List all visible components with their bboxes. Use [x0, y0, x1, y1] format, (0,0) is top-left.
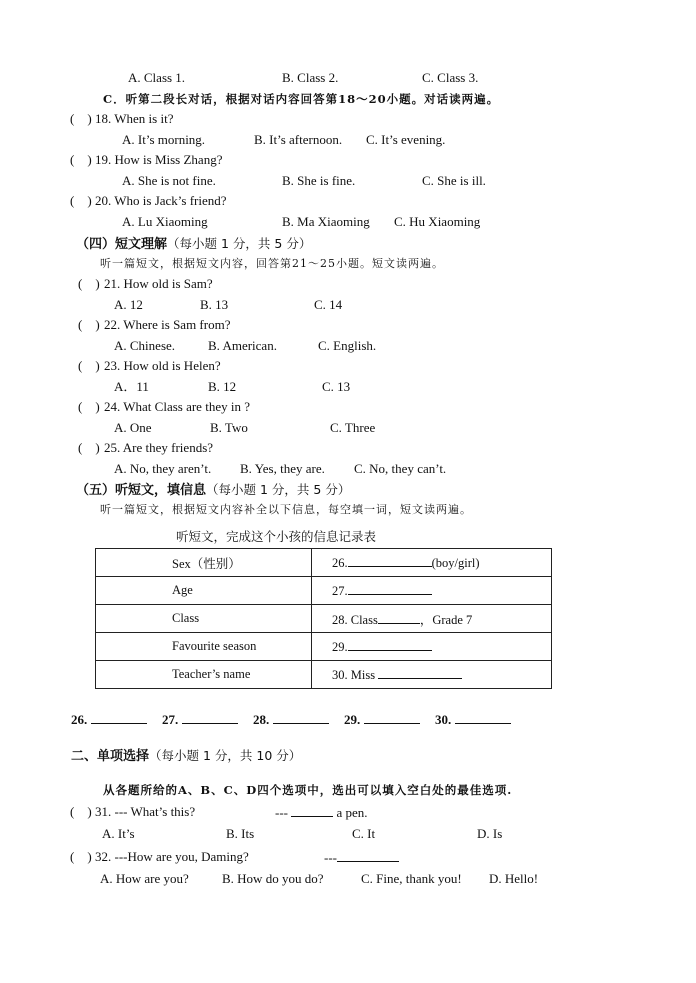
row-suffix: ，Grade 7 — [419, 612, 473, 627]
option: A. Class 1. — [128, 70, 186, 85]
row-label: Class — [96, 605, 312, 633]
option: C. Three — [330, 420, 376, 435]
row-answer-cell — [312, 577, 552, 605]
option: C. It’s evening. — [366, 132, 446, 147]
option: C. 14 — [314, 297, 343, 312]
row-label: Favourite season — [96, 633, 312, 661]
table-row — [96, 661, 552, 689]
row-prefix: 28. Class — [332, 612, 378, 627]
answer-paren: ( ) — [78, 358, 100, 373]
section-c-intro: C．听第二段长对话，根据对话内容回答第18～20小题。对话读两遍。 — [103, 92, 500, 106]
section-points: （每小题 1 分，共 5 分） — [167, 236, 312, 251]
reply-suffix: a pen. — [336, 805, 368, 820]
table-row — [96, 633, 552, 661]
option: B. Two — [210, 420, 248, 435]
option: B. How do you do? — [222, 871, 324, 886]
option: C. Class 3. — [422, 70, 479, 85]
table-row — [96, 549, 552, 577]
answer-line-27 — [162, 711, 238, 728]
option: B. 12 — [208, 379, 237, 394]
answer-paren: ( ) — [70, 152, 92, 167]
option: A. One — [114, 420, 152, 435]
answer-paren: ( ) — [70, 849, 92, 864]
option: A. Chinese. — [114, 338, 176, 353]
row-prefix: 29. — [332, 640, 348, 654]
option: B. American. — [208, 338, 277, 353]
option: C. Hu Xiaoming — [394, 214, 481, 229]
option: A. It’s — [102, 826, 135, 841]
answer-paren: ( ) — [70, 111, 92, 126]
info-record-table — [95, 548, 552, 689]
option: C. It — [352, 826, 376, 841]
row-prefix: 26. — [332, 556, 348, 570]
row-answer-cell — [312, 633, 552, 661]
row-prefix: 30. Miss — [332, 668, 376, 682]
answer-line-30 — [435, 711, 511, 728]
answer-blank[interactable] — [291, 804, 333, 817]
row-label: Sex（性别） — [96, 549, 312, 577]
question-stem: 25. Are they friends? — [104, 440, 214, 455]
row-label: Teacher’s name — [96, 661, 312, 689]
answer-blank[interactable] — [348, 554, 432, 567]
answer-paren: ( ) — [78, 440, 100, 455]
answer-blank[interactable] — [348, 582, 432, 595]
option: C. No, they can’t. — [354, 461, 447, 476]
option: C. She is ill. — [422, 173, 486, 188]
answer-blank[interactable] — [273, 711, 329, 724]
option: C. Fine, thank you! — [361, 871, 462, 886]
option: A．11 — [114, 379, 149, 394]
answer-paren: ( ) — [78, 276, 100, 291]
question-stem: 31. --- What’s this? — [95, 804, 196, 819]
row-prefix: 27. — [332, 584, 348, 598]
section-title: （五）听短文，填信息 — [76, 483, 207, 498]
answer-label: 29. — [344, 712, 361, 727]
answer-label: 26. — [71, 712, 88, 727]
answer-blank[interactable] — [364, 711, 420, 724]
answer-paren: ( ) — [70, 193, 92, 208]
row-answer-cell — [312, 549, 552, 577]
answer-blank[interactable] — [91, 711, 147, 724]
option: A. No, they aren’t. — [114, 461, 212, 476]
question-stem: 32. ---How are you, Daming? — [95, 849, 249, 864]
question-stem: 21. How old is Sam? — [104, 276, 213, 291]
question-stem: 23. How old is Helen? — [104, 358, 221, 373]
row-label: Age — [96, 577, 312, 605]
answer-line-26 — [71, 711, 147, 728]
section-intro: 听一篇短文，根据短文内容补全以下信息，每空填一词，短文读两遍。 — [100, 503, 472, 516]
answer-blank[interactable] — [182, 711, 238, 724]
option: A. She is not fine. — [122, 173, 216, 188]
reply-line — [324, 849, 399, 866]
option: B. She is fine. — [282, 173, 356, 188]
answer-line-29 — [344, 711, 420, 728]
option: C. 13 — [322, 379, 351, 394]
question-stem: 18. When is it? — [95, 111, 174, 126]
answer-paren: ( ) — [78, 317, 100, 332]
answer-blank[interactable] — [378, 666, 462, 679]
option: D. Is — [477, 826, 503, 841]
question-stem: 22. Where is Sam from? — [104, 317, 231, 332]
answer-paren: ( ) — [78, 399, 100, 414]
row-answer-cell — [312, 661, 552, 689]
answer-label: 28. — [253, 712, 270, 727]
row-suffix: (boy/girl) — [431, 556, 480, 570]
answer-blank[interactable] — [348, 638, 432, 651]
option: A. It’s morning. — [122, 132, 206, 147]
answer-label: 30. — [435, 712, 452, 727]
option: A. Lu Xiaoming — [122, 214, 208, 229]
section-intro: 听一篇短文，根据短文内容，回答第21～25小题。短文读两遍。 — [100, 257, 444, 270]
section-heading — [76, 482, 350, 499]
section-heading — [71, 748, 301, 765]
table-caption: 听短文，完成这个小孩的信息记录表 — [176, 529, 377, 544]
section-heading — [76, 236, 311, 253]
section-points: （每小题 1 分，共 5 分） — [206, 482, 351, 497]
option: B. It’s afternoon. — [254, 132, 343, 147]
question-stem: 19. How is Miss Zhang? — [95, 152, 223, 167]
section-title: 二、单项选择 — [71, 749, 150, 764]
answer-label: 27. — [162, 712, 179, 727]
option: A. How are you? — [100, 871, 189, 886]
option: C. English. — [318, 338, 377, 353]
table-row — [96, 577, 552, 605]
option: D. Hello! — [489, 871, 539, 886]
answer-blank[interactable] — [378, 611, 420, 624]
option: B. Its — [226, 826, 255, 841]
answer-line-28 — [253, 711, 329, 728]
question-stem: 20. Who is Jack’s friend? — [95, 193, 227, 208]
option: A. 12 — [114, 297, 143, 312]
reply-prefix: --- — [324, 850, 337, 865]
section-title: （四）短文理解 — [76, 237, 168, 252]
section-points: （每小题 1 分，共 10 分） — [149, 748, 302, 763]
answer-paren: ( ) — [70, 804, 92, 819]
option: B. 13 — [200, 297, 229, 312]
reply-prefix: --- — [275, 805, 288, 820]
option: B. Ma Xiaoming — [282, 214, 370, 229]
reply-line — [275, 804, 368, 821]
row-answer-cell — [312, 605, 552, 633]
table-row — [96, 605, 552, 633]
option: B. Class 2. — [282, 70, 339, 85]
answer-blank[interactable] — [455, 711, 511, 724]
answer-blank[interactable] — [337, 849, 399, 862]
option: B. Yes, they are. — [240, 461, 325, 476]
question-stem: 24. What Class are they in ? — [104, 399, 250, 414]
section-intro: 从各题所给的A、B、C、D四个选项中，选出可以填入空白处的最佳选项. — [103, 783, 513, 797]
